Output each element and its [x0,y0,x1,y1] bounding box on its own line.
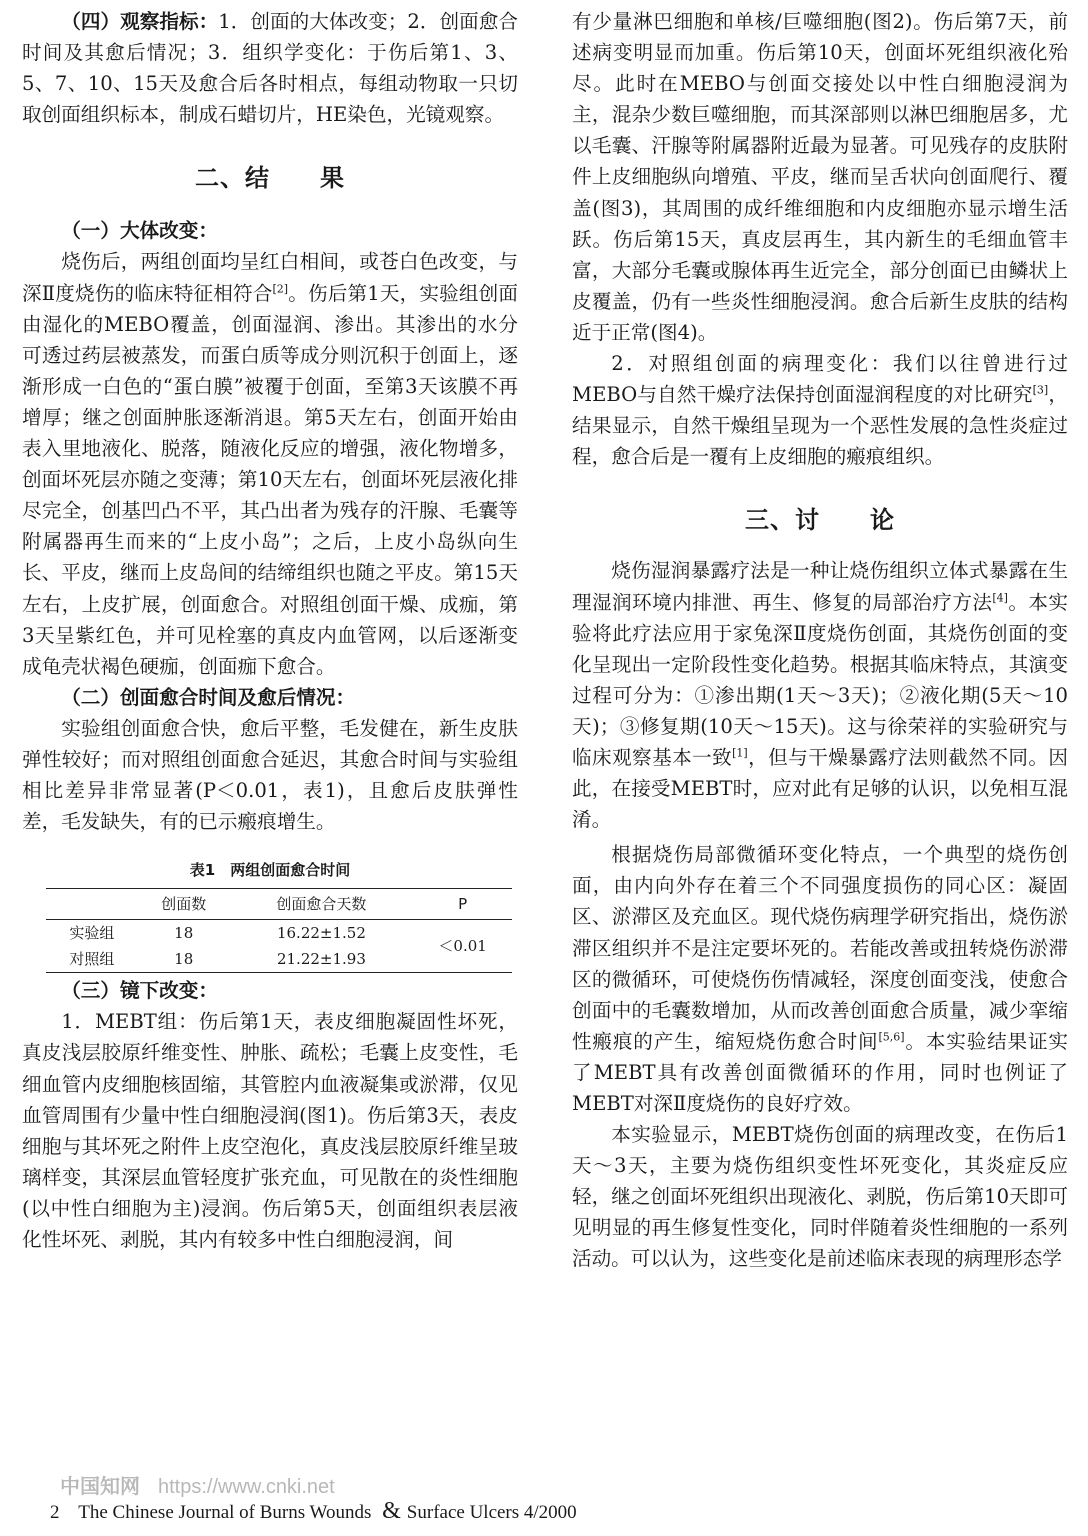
journal-name: The Chinese Journal of Burns Wounds [78,1502,372,1523]
text-span: ，但与干燥暴露疗法则截然不同。因此，在接受MEBT时，应对此有足够的认识，以免相互混淆。 [572,745,1069,832]
mebt-group-continued-paragraph: 有少量淋巴细胞和单核/巨噬细胞(图2)。伤后第7天，前述病变明显而加重。伤后第10天，创面坏死组织液化殆尽。此时在MEBO与创面交接处以中性白细胞浸润为主，混杂少数巨噬细胞，而其深部则以淋巴细胞居多，尤以毛囊、汗腺等附属器附近最为显著。可见残存的皮肤附件上皮细胞纵向增殖、平皮，继而呈舌状向创面爬行、覆盖(图3)，其周围的成纤维细胞和内皮细胞亦显示增生活跃。伤后第15天，真皮层再生，其内新生的毛细血管丰富，大部分毛囊或腺体再生近完全，部分创面已由鳞状上皮覆盖，仍有一些炎性细胞浸润。愈合后新生皮肤的结构近于正常(图4)。 [572,10,1068,344]
citation-ref: [1] [732,746,748,760]
healing-time-paragraph: 实验组创面愈合快，愈后平整，毛发健在，新生皮肤弹性较好；而对照组创面愈合延迟，其愈合时间与实验组相比差异非常显著(P＜0.01，表1)，且愈后皮肤弹性差，毛发缺失，有的已示瘢痕增生。 [22,716,518,834]
discussion-paragraph-1 [572,555,1068,835]
observation-paragraph [22,6,518,130]
citation-ref: [4] [992,590,1008,604]
table-header-cell: P [413,889,512,920]
text-span: 烧伤湿润暴露疗法是一种让烧伤组织立体式暴露在生理湿润环境内排泄、再生、修复的局部治疗方法 [572,559,1068,614]
citation-ref: [2] [272,282,289,296]
table-row [46,920,512,947]
discussion-paragraph-3: 本实验显示，MEBT烧伤创面的病理改变，在伤后1天～3天，主要为烧伤组织变性坏死变化，其炎症反应轻，继之创面坏死组织出现液化、剥脱，伤后第10天即可见明显的再生修复性变化，同时伴随着炎性细胞的一系列活动。可以认为，这些变化是前述临床表现的病理形态学 [572,1123,1068,1271]
subsection-microscopic: （三）镜下改变： [61,979,218,1003]
table-cell-count: 18 [174,924,194,943]
table-header-cell: 创面愈合天数 [230,889,414,920]
mebt-group-paragraph: 1．MEBT组：伤后第1天，表皮细胞凝固性坏死，真皮浅层胶原纤维变性、肿胀、疏松；毛囊上皮变性，毛细血管内皮细胞核固缩，其管腔内血液凝集或淤滞，仅见血管周围有少量中性白细胞浸润(图1)。伤后第3天，表皮细胞与其坏死之附件上皮空泡化，真皮浅层胶原纤维呈玻璃样变，其深层血管轻度扩张充血，可见散在的炎性细胞(以中性白细胞为主)浸润。伤后第5天，创面组织表层液化性坏死、剥脱，其内有较多中性白细胞浸润，间 [22,1010,518,1251]
cnki-watermark [60,1470,335,1499]
right-column [572,6,1068,1275]
table-header-row [46,889,512,920]
table-title: 表1 两组创面愈合时间 [189,861,351,880]
text-span: 2．对照组创面的病理变化：我们以往曾进行过MEBO与自然干燥疗法保持创面湿润程度的对比研究 [572,352,1068,407]
table-cell-group: 对照组 [46,946,138,973]
table-cell-group: 实验组 [69,924,115,943]
discussion-paragraph-2 [572,839,1068,1119]
text-span: 。伤后第1天，实验组创面由湿化的MEBO覆盖，创面湿润、渗出。其渗出的水分可透过药层被蒸发，而蛋白质等成分则沉积于创面上，逐渐形成一白色的“蛋白膜”被覆于创面，至第3天该膜不再增厚；继之创面肿胀逐渐消退。第5天左右，创面开始由表入里地液化、脱落，随液化反应的增强，液化物增多，创面坏死层亦随之变薄；第10天左右，创面坏死层液化排尽完全，创基凹凸不平，其凸出者为残存的汗腺、毛囊等附属器再生而来的“上皮小岛”；之后，上皮小岛纵向生长、平皮，继而上皮岛间的结缔组织也随之平皮。第15天左右，上皮扩展，创面愈合。对照组创面干燥、成痂，第3天呈紫红色，并可见栓塞的真皮内血管网，以后逐渐变成龟壳状褐色硬痂，创面痂下愈合。 [22,281,518,678]
subsection-gross-changes: （一）大体改变： [61,219,218,243]
table-cell-days: 16.22±1.52 [276,924,366,943]
gross-changes-paragraph [22,246,518,681]
citation-ref: [3] [1032,383,1049,397]
text-span: 。本实验结果证实了MEBT具有改善创面微循环的作用，同时也例证了MEBT对深Ⅱ度烧伤的良好疗效。 [572,1029,1069,1115]
left-column [22,6,518,1255]
table-cell-p-value: ＜0.01 [413,920,512,973]
observation-label: （四）观察指标： [61,10,219,33]
subsection-healing-time: （二）创面愈合时间及愈后情况： [61,685,356,709]
section-title-results: 二、结 果 [195,164,345,193]
text-span: 。本实验将此疗法应用于家兔深Ⅱ度烧伤创面，其烧伤创面的变化呈现出一定阶段性变化趋势。根据其临床特点，其演变过程可分为：①渗出期(1天～3天)；②液化期(5天～10天)；③修复期(10天～15天)。这与徐荣祥的实验研究与临床观察基本一致 [572,590,1069,769]
table-header-cell [46,889,138,920]
cnki-url: https://www.cnki.net [158,1476,335,1498]
cnki-logo: 中国知网 [60,1476,140,1498]
page-number: 2 [50,1502,60,1523]
text-span: ，结果显示，自然干燥组呈现为一个恶性发展的急性炎症过程，愈合后是一覆有上皮细胞的瘢痕组织。 [572,383,1068,469]
text-span: 烧伤后，两组创面均呈红白相间，或苍白色改变，与深Ⅱ度烧伤的临床特征相符合 [22,250,518,305]
healing-time-table [46,888,512,973]
control-group-paragraph [572,348,1068,472]
table-cell-days: 21.22±1.93 [230,946,414,973]
table-header-cell: 创面数 [138,889,230,920]
journal-issue: Surface Ulcers 4/2000 [406,1502,577,1523]
section-title-discussion: 三、讨 论 [745,506,895,535]
observation-text: 1．创面的大体改变；2．创面愈合时间及其愈后情况；3．组织学变化：于伤后第1、3、5、7、10、15天及愈合后各时相点，每组动物取一只切取创面组织标本，制成石蜡切片，HE染色，光镜观察。 [22,10,518,127]
journal-ampersand: & [382,1498,401,1524]
table-cell-count: 18 [138,946,230,973]
page-footer [50,1498,577,1525]
citation-ref: [5,6] [878,1030,905,1044]
text-span: 根据烧伤局部微循环变化特点，一个典型的烧伤创面，由内向外存在着三个不同强度损伤的同心区：凝固区、淤滞区及充血区。现代烧伤病理学研究指出，烧伤淤滞区组织并不是注定要坏死的。若能改善或扭转烧伤淤滞区的微循环，可使烧伤伤情减轻，深度创面变浅，使愈合创面中的毛囊数增加，从而改善创面愈合质量，减少挛缩性瘢痕的产生，缩短烧伤愈合时间 [572,843,1068,1053]
